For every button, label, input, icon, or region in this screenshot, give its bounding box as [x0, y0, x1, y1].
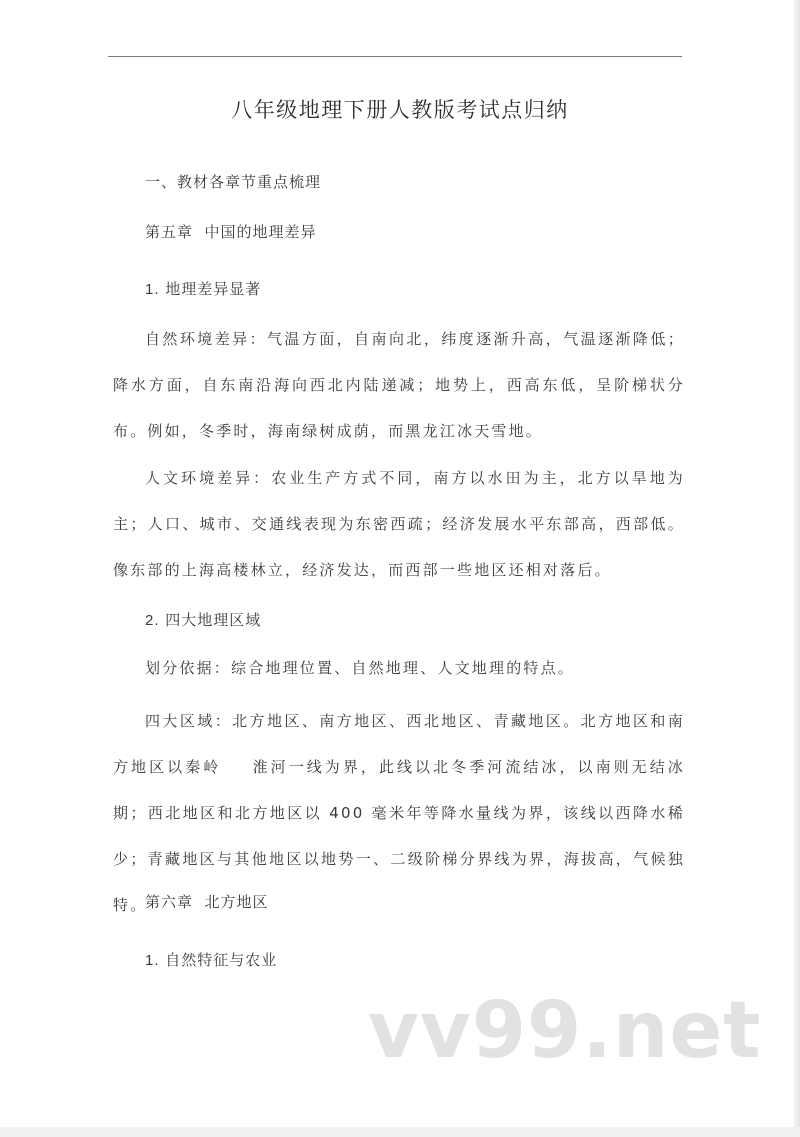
subheading-label: 四大地理区域 — [165, 611, 262, 629]
section-heading: 一、教材各章节重点梳理 — [145, 173, 322, 191]
paragraph-human-differences: 人文环境差异：农业生产方式不同，南方以水田为主，北方以旱地为主；人口、城市、交通线表现为东密西疏；经济发展水平东部高，西部低。像东部的上海高楼林立，经济发达，而西部一些地区还相对落后。 — [113, 469, 685, 579]
subheading-number: 2. — [145, 612, 160, 629]
subheading-four-regions — [145, 609, 261, 630]
page-bottom-edge — [0, 1127, 800, 1137]
subheading-number: 1. — [145, 952, 160, 969]
subheading-natural-agriculture — [145, 949, 277, 970]
subheading-number: 1. — [145, 281, 160, 298]
document-title: 八年级地理下册人教版考试点归纳 — [231, 98, 569, 122]
header-rule — [108, 56, 682, 57]
watermark: vv99.net — [368, 986, 762, 1076]
paragraph-division-basis: 划分依据：综合地理位置、自然地理、人文地理的特点。 — [145, 659, 576, 677]
subheading-label: 地理差异显著 — [165, 280, 262, 298]
chapter-5-title: 第五章 中国的地理差异 — [145, 223, 317, 241]
subheading-geo-differences — [145, 278, 261, 299]
paragraph-natural-differences: 自然环境差异：气温方面，自南向北，纬度逐渐升高，气温逐渐降低；降水方面，自东南沿海向西北内陆递减；地势上，西高东低，呈阶梯状分布。例如，冬季时，海南绿树成荫，而黑龙江冰天雪地。 — [113, 330, 685, 440]
page-edge-shadow — [794, 0, 800, 1137]
paragraph-four-regions: 四大区域：北方地区、南方地区、西北地区、青藏地区。北方地区和南方地区以秦岭 淮河一线为界，此线以北冬季河流结冰，以南则无结冰期；西北地区和北方地区以 400 毫米年等降水量线为界，该线以西降水稀少；青藏地区与其他地区以地势一、二级阶梯分界线为界，海拔高，气候独特。 — [113, 712, 685, 914]
subheading-label: 自然特征与农业 — [165, 951, 278, 969]
chapter-6-title: 第六章 北方地区 — [145, 893, 269, 911]
